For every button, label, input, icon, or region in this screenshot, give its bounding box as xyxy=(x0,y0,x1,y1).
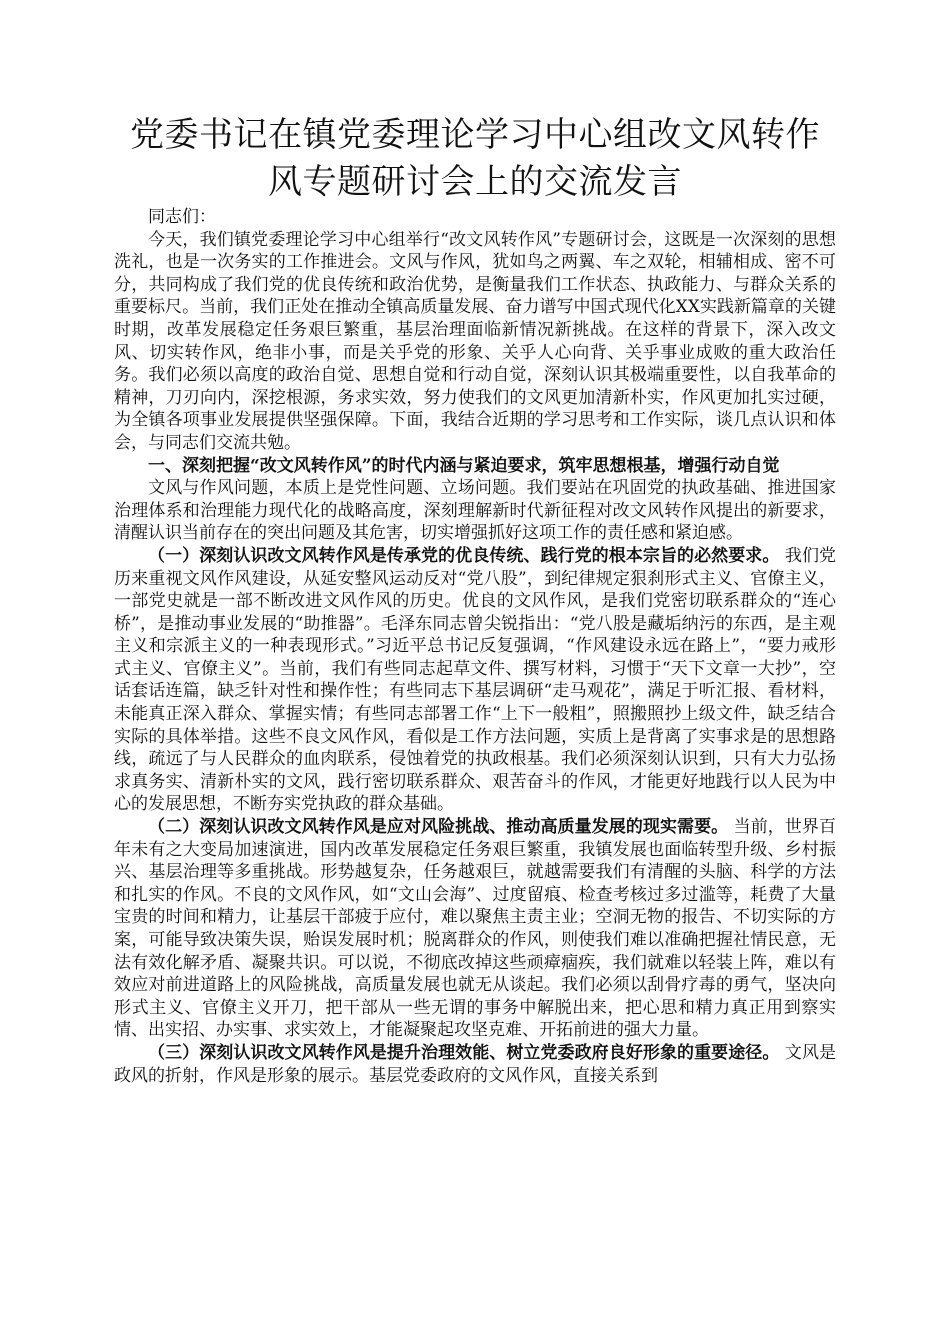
item-3-body: 文风是政风的折射，作风是形象的展示。基层党委政府的文风作风，直接关系到 xyxy=(114,1042,837,1086)
item-3-lead: （三）深刻认识改文风转作风是提升治理效能、树立党委政府良好形象的重要途径。 xyxy=(148,1042,780,1063)
section-1-paragraph: 文风与作风问题，本质上是党性问题、立场问题。我们要站在巩固党的执政基础、推进国家治理体系和治理能力现代化的战略高度，深刻理解新时代新征程对改文风转作风提出的新要求，清醒认识当前存在的突出问题及其危害，切实增强抓好这项工作的责任感和紧迫感。 xyxy=(114,478,836,544)
item-1-body: 我们党历来重视文风作风建设，从延安整风运动反对“党八股”，到纪律规定狠刹形式主义、官僚主义，一部党史就是一部不断改进文风作风的历史。优良的文风作风，是我们党密切联系群众的“连心桥”，是推动事业发展的“助推器”。毛泽东同志曾尖锐指出：“党八股是藏垢纳污的东西，是主观主义和宗派主义的一种表现形式。”习近平总书记反复强调，“作风建设永远在路上”，“要力戒形式主义、官僚主义”。当前，我们有些同志起草文件、撰写材料，习惯于“天下文章一大抄”，空话套话连篇，缺乏针对性和操作性；有些同志下基层调研“走马观花”，满足于听汇报、看材料，未能真正深入群众、掌握实情；有些同志部署工作“上下一般粗”，照搬照抄上级文件，缺乏结合实际的具体举措。这些不良文风作风，看似是工作方法问题，实质上是背离了实事求是的思想路线，疏远了与人民群众的血肉联系，侵蚀着党的执政根基。我们必须深刻认识到，只有大力弘扬求真务实、清新朴实的文风，践行密切联系群众、艰苦奋斗的作风，才能更好地践行以人民为中心的发展思想，不断夯实党执政的群众基础。 xyxy=(114,545,837,815)
document-page xyxy=(114,112,836,1087)
item-1-paragraph xyxy=(114,545,836,816)
item-2-lead: （二）深刻认识改文风转作风是应对风险挑战、推动高质量发展的现实需要。 xyxy=(148,817,729,838)
document-title: 党委书记在镇党委理论学习中心组改文风转作风专题研讨会上的交流发言 xyxy=(130,115,820,202)
document-body xyxy=(114,206,836,1087)
salutation: 同志们： xyxy=(148,207,216,227)
item-3-paragraph xyxy=(114,1042,836,1087)
item-1-lead: （一）深刻认识改文风转作风是传承党的优良传统、践行党的根本宗旨的必然要求。 xyxy=(148,545,780,566)
item-2-body: 当前，世界百年未有之大变局加速演进，国内改革发展稳定任务艰巨繁重，我镇发展也面临转型升级、乡村振兴、基层治理等多重挑战。形势越复杂，任务越艰巨，就越需要我们有清醒的头脑、科学的方法和扎实的作风。不良的文风作风，如“文山会海”、过度留痕、检查考核过多过滥等，耗费了大量宝贵的时间和精力，让基层干部疲于应付，难以聚焦主责主业；空洞无物的报告、不切实际的方案，可能导致决策失误，贻误发展时机；脱离群众的作风，则使我们难以准确把握社情民意，无法有效化解矛盾、凝聚共识。可以说，不彻底改掉这些顽瘴痼疾，我们就难以轻装上阵，难以有效应对前进道路上的风险挑战，高质量发展也就无从谈起。我们必须以刮骨疗毒的勇气，坚决向形式主义、官僚主义开刀，把干部从一些无谓的事务中解脱出来，把心思和精力真正用到察实情、出实招、办实事、求实效上，才能凝聚起攻坚克难、开拓前进的强大力量。 xyxy=(114,817,836,1041)
intro-paragraph: 今天，我们镇党委理论学习中心组举行“改文风转作风”专题研讨会，这既是一次深刻的思想洗礼，也是一次务实的工作推进会。文风与作风，犹如鸟之两翼、车之双轮，相辅相成、密不可分，共同构成了我们党的优良传统和政治优势，是衡量我们工作状态、执政能力、与群众关系的重要标尺。当前，我们正处在推动全镇高质量发展、奋力谱写中国式现代化XX实践新篇章的关键时期，改革发展稳定任务艰巨繁重，基层治理面临新情况新挑战。在这样的背景下，深入改文风、切实转作风，绝非小事，而是关乎党的形象、关乎人心向背、关乎事业成败的重大政治任务。我们必须以高度的政治自觉、思想自觉和行动自觉，深刻认识其极端重要性，以自我革命的精神，刀刃向内，深挖根源，务求实效，努力使我们的文风更加清新朴实，作风更加扎实过硬，为全镇各项事业发展提供坚强保障。下面，我结合近期的学习思考和工作实际，谈几点认识和体会，与同志们交流共勉。 xyxy=(114,229,836,453)
item-2-paragraph xyxy=(114,816,836,1042)
section-1-heading: 一、深刻把握“改文风转作风”的时代内涵与紧迫要求，筑牢思想根基，增强行动自觉 xyxy=(148,455,780,476)
